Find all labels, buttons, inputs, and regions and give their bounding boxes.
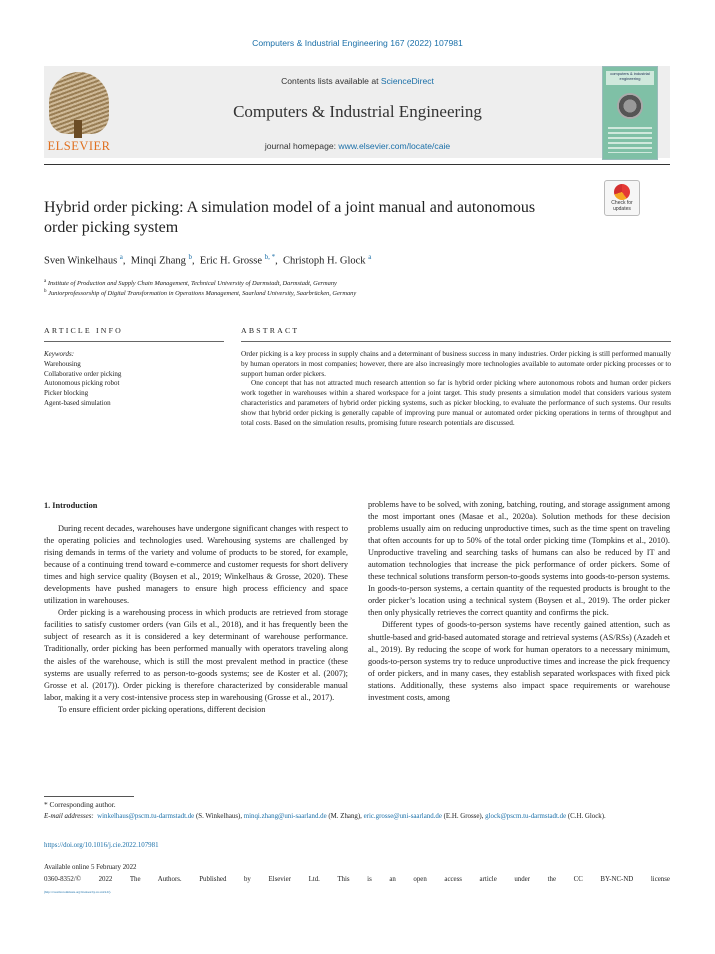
homepage-link[interactable]: www.elsevier.com/locate/caie bbox=[338, 141, 451, 151]
affiliation-b: $^b$ Juniorprofessorship of Digital Transformation in Operations Management, Saarland University, Saarbrücken, Germany bbox=[44, 289, 357, 298]
elsevier-tree-trunk bbox=[74, 120, 82, 138]
email-link[interactable]: minqi.zhang@uni-saarland.de bbox=[243, 813, 327, 820]
body-paragraph: To ensure efficient order picking operations, different decision bbox=[58, 704, 266, 714]
article-title: Hybrid order picking: A simulation model of a joint manual and autonomous order picking system bbox=[44, 199, 536, 236]
cover-gear-image bbox=[617, 93, 643, 119]
keyword-item: Picker blocking bbox=[44, 389, 89, 398]
keywords-block bbox=[44, 350, 224, 409]
author-name[interactable]: Christoph H. Glock bbox=[283, 255, 366, 267]
journal-cover-thumbnail[interactable] bbox=[602, 66, 658, 160]
intro-left-column bbox=[44, 523, 348, 716]
homepage-prefix: journal homepage: bbox=[264, 141, 339, 151]
license-link[interactable]: (http://creativecommons.org/licenses/by-nc-nd/4.0/). bbox=[44, 890, 112, 894]
email-link[interactable]: glock@pscm.tu-darmstadt.de bbox=[485, 813, 567, 820]
abstract-paragraph: Order picking is a key process in supply chains and a determinant of business success in many industries. Order picking is still performed manually by human operators in most companies; however, there are also increasingly more technologies available to automate order picking processes or to support human order pickers. bbox=[241, 350, 671, 378]
doi-link[interactable]: https://doi.org/10.1016/j.cie.2022.107981 bbox=[44, 842, 159, 849]
keyword-item: Agent-based simulation bbox=[44, 398, 111, 407]
author-name[interactable]: Minqi Zhang bbox=[130, 255, 186, 267]
keyword-item: Autonomous picking robot bbox=[44, 379, 120, 388]
email-link[interactable]: eric.grosse@uni-saarland.de bbox=[363, 813, 442, 820]
abstract-divider bbox=[241, 341, 671, 342]
section-heading-introduction: 1. Introduction bbox=[44, 501, 98, 510]
sciencedirect-link[interactable]: ScienceDirect bbox=[380, 76, 434, 86]
contents-prefix: Contents lists available at bbox=[281, 76, 381, 86]
email-label: E-mail addresses: bbox=[44, 813, 94, 820]
copyright-line: 0360-8352/© 2022 The Authors. Published by Elsevier Ltd. This is an open access article under the CC BY-NC-ND license bbox=[44, 876, 670, 883]
author-list: Sven Winkelhaus $^a$, Minqi Zhang $^b$, Eric H. Grosse $^{b, *}$, Christoph H. Glock $^a$ bbox=[44, 253, 372, 267]
check-for-updates-button[interactable] bbox=[604, 180, 640, 216]
body-paragraph: Order picking is a warehousing process in which products are retrieved from storage facilities to satisfy customer orders (van Gils et al., 2018), and it has frequently been the subject of research as it is considered a key determinant of warehouse performance. Traditionally, order picking has been performed manually with operators traveling along the aisles of the warehouse, which is still the most prevalent method in practice (these systems are usually referred to as person-to-goods systems; see de Koster et al. (2007); Grosse et al. (2017)). Order picking is therefore characterized by considerable manual labor, making it a very cost-intensive process step in warehousing (Grosse et al., 2017). bbox=[44, 608, 348, 702]
cover-lines bbox=[608, 127, 652, 153]
keywords-label: Keywords: bbox=[44, 350, 75, 358]
abstract-heading: ABSTRACT bbox=[241, 326, 300, 335]
email-link[interactable]: winkelhaus@pscm.tu-darmstadt.de bbox=[97, 813, 195, 820]
check-updates-icon bbox=[614, 184, 630, 200]
author-affiliation-mark[interactable]: a bbox=[119, 253, 123, 261]
abstract-body bbox=[241, 350, 671, 428]
body-paragraph: problems have to be solved, with zoning, batching, routing, and storage assignment among the most important ones (Masae et al., 2020a). Solution methods for these decision problems usually aim on reducing unproductive times, such as the time spent on traveling that often accounts for up to 50% of the total order picking time (Tompkins et al., 2010). Unproductive traveling and searching tasks of humans can also be reduced by IT and automation technologies that increase the pick performance of order pickers. Some of these technical solutions transform person-to-goods systems into goods-to-person systems. In goods-to-person systems, a certain quantity of the requested products is brought to the order picker’s location using a technical system (Boysen et al., 2019). The order picker then only physically retrieves the correct quantity and confirms the pick. bbox=[368, 500, 670, 618]
body-paragraph: During recent decades, warehouses have undergone significant changes with respect to the operating policies and technologies used. Warehousing systems are challenged by rising demands in terms of the variety and volume of products to be stored, for example, because of a continuing trend toward e-commerce and customer requests for short delivery times and high service quality (Boysen et al., 2019; Winkelhaus & Grosse, 2020). These developments have pushed managers to ensure high process efficiency and space utilization in warehouses. bbox=[44, 524, 348, 606]
available-online: Available online 5 February 2022 bbox=[44, 864, 137, 871]
journal-title: Computers & Industrial Engineering bbox=[233, 102, 482, 121]
check-updates-label: Check for updates bbox=[611, 200, 633, 212]
elsevier-wordmark: ELSEVIER bbox=[47, 139, 111, 153]
author-affiliation-mark[interactable]: b, * bbox=[264, 253, 276, 261]
author-name[interactable]: Sven Winkelhaus bbox=[44, 255, 118, 267]
header-divider bbox=[44, 164, 670, 165]
affiliation-a: $^a$ Institute of Production and Supply Chain Management, Technical University of Darmstadt, Darmstadt, Germany bbox=[44, 279, 337, 288]
keyword-item: Warehousing bbox=[44, 359, 81, 368]
keyword-item: Collaborative order picking bbox=[44, 369, 122, 378]
body-paragraph: Different types of goods-to-person systems have recently gained attention, such as shuttle-based and grid-based automated storage and retrieval systems (AS/RSs) (Azadeh et al., 2019). By reducing the scope of work for human operators to a necessary minimum, goods-to-person systems try to reduce unproductive times and increase the pick frequency of order pickers, and in many cases, they establish separated workspaces with fixed pick stations. Additionally, these systems also impact space requirements or warehouse investment costs, among bbox=[368, 620, 670, 702]
article-info-divider bbox=[44, 341, 224, 342]
author-affiliation-mark[interactable]: a bbox=[368, 253, 372, 261]
corresponding-author-note: * Corresponding author. bbox=[44, 800, 116, 809]
cover-title: computers & industrial engineering bbox=[606, 71, 654, 85]
email-addresses: E-mail addresses: winkelhaus@pscm.tu-darmstadt.de (S. Winkelhaus), minqi.zhang@uni-saarland.de (M. Zhang), eric.grosse@uni-saarland.de (E.H. Grosse), glock@pscm.tu-darmstadt.de (C.H. Glock). bbox=[44, 813, 606, 820]
footnote-divider bbox=[44, 796, 134, 797]
article-info-heading: ARTICLE INFO bbox=[44, 326, 123, 335]
journal-reference[interactable]: Computers & Industrial Engineering 167 (2022) 107981 bbox=[252, 38, 463, 48]
intro-right-column bbox=[368, 499, 670, 704]
author-affiliation-mark[interactable]: b bbox=[188, 253, 193, 261]
abstract-paragraph: One concept that has not attracted much research attention so far is hybrid order picking where autonomous robots and human order pickers work together in warehouses within a shared workspace for a joint target. This study presents a simulation model that considers various system characteristics and parameters of hybrid order picking systems, such as picker blocking, to evaluate the performance of such systems. Our results show that hybrid order picking is generally capable of improving pure manual or automated order picking operations in terms of throughput and total costs. Based on the simulation results, promising future research potentials are discussed. bbox=[241, 379, 671, 427]
author-name[interactable]: Eric H. Grosse bbox=[199, 255, 263, 267]
